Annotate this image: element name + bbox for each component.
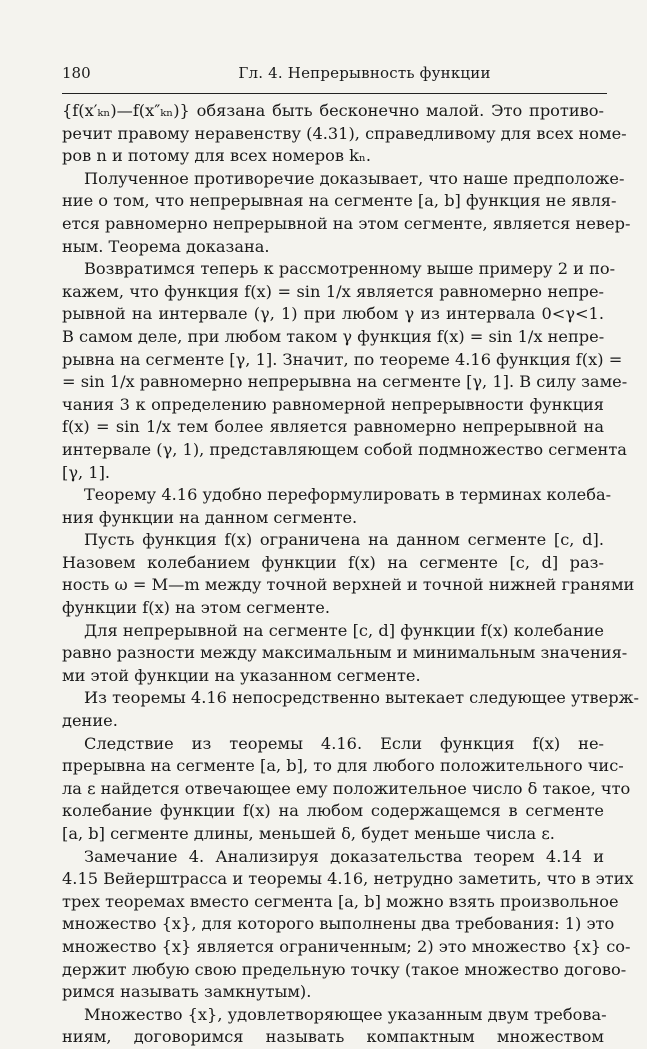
text-line: ние о том, что непрерывная на сегменте [a, b] функция не явля-: [62, 191, 617, 211]
text-line: речит правому неравенству (4.31), справедливому для всех номе-: [62, 123, 627, 143]
text-line: ность ω = M—m между точной верхней и точной нижней гранями: [62, 575, 635, 595]
text-line: Множество {x}, удовлетворяющее указанным двум требова-: [84, 1004, 607, 1024]
text-line: рывна на сегменте [γ, 1]. Значит, по теореме 4.16 функция f(x) =: [62, 349, 623, 369]
text-line: Для непрерывной на сегменте [c, d] функции f(x) колебание: [84, 620, 604, 640]
text-line: Следствие из теоремы 4.16. Если функция f(x) не-: [84, 733, 604, 753]
text-line: = sin 1/x равномерно непрерывна на сегменте [γ, 1]. В силу заме-: [62, 372, 628, 392]
text-line: ным. Теорема доказана.: [62, 236, 270, 256]
text-line: {f(x′ₖₙ)—f(x″ₖₙ)} обязана быть бесконечно малой. Это противо-: [62, 101, 604, 120]
text-line: ла ε найдется отвечающее ему положительное число δ такое, что: [62, 778, 631, 798]
text-line: Замечание 4. Анализируя доказательства теорем 4.14 и: [84, 846, 604, 866]
text-line: чания 3 к определению равномерной непрерывности функция: [62, 394, 604, 414]
text-line: держит любую свою предельную точку (такое множество догово-: [62, 959, 627, 979]
text-line: прерывна на сегменте [a, b], то для любого положительного чис-: [62, 756, 624, 776]
text-line: [γ, 1].: [62, 462, 111, 482]
text-line: равно разности между максимальным и минимальным значения-: [62, 643, 628, 663]
text-line: интервале (γ, 1), представляющем собой подмножество сегмента: [62, 439, 627, 459]
text-line: дение.: [62, 711, 118, 731]
text-line: 4.15 Вейерштрасса и теоремы 4.16, нетрудно заметить, что в этих: [62, 869, 634, 889]
body-text: [62, 100, 639, 1049]
text-line: ния функции на данном сегменте.: [62, 507, 358, 527]
text-line: множество {x}, для которого выполнены два требования: 1) это: [62, 914, 615, 934]
text-line: римся называть замкнутым).: [62, 982, 312, 1002]
text-line: ется равномерно непрерывной на этом сегменте, является невер-: [62, 213, 631, 233]
text-line: Пусть функция f(x) ограничена на данном сегменте [c, d].: [84, 530, 604, 550]
header-rule: [62, 93, 607, 94]
text-line: Полученное противоречие доказывает, что наше предположе-: [84, 168, 625, 188]
text-line: ров n и потому для всех номеров kₙ.: [62, 146, 372, 166]
text-line: [a, b] сегменте длины, меньшей δ, будет меньше числа ε.: [62, 824, 555, 843]
text-line: Возвратимся теперь к рассмотренному выше примеру 2 и по-: [84, 259, 616, 279]
text-line: рывной на интервале (γ, 1) при любом γ из интервала 0<γ<1.: [62, 304, 604, 324]
page-number: 180: [62, 64, 91, 82]
text-line: Назовем колебанием функции f(x) на сегменте [c, d] раз-: [62, 552, 604, 572]
text-line: колебание функции f(x) на любом содержащемся в сегменте: [62, 801, 604, 821]
text-line: ниям, договоримся называть компактным множеством: [62, 1027, 604, 1047]
text-line: функции f(x) на этом сегменте.: [62, 598, 330, 618]
text-line: трех теоремах вместо сегмента [a, b] можно взять произвольное: [62, 891, 619, 911]
text-line: Теорему 4.16 удобно переформулировать в терминах колеба-: [84, 485, 612, 505]
running-title: Гл. 4. Непрерывность функции: [238, 64, 491, 82]
running-header: [62, 64, 607, 86]
text-line: В самом деле, при любом таком γ функция f(x) = sin 1/x непре-: [62, 326, 605, 346]
text-line: кажем, что функция f(x) = sin 1/x является равномерно непре-: [62, 281, 604, 301]
text-line: множество {x} является ограниченным; 2) это множество {x} со-: [62, 936, 631, 956]
text-line: f(x) = sin 1/x тем более является равномерно непрерывной на: [62, 417, 604, 437]
text-line: Из теоремы 4.16 непосредственно вытекает следующее утверж-: [84, 688, 639, 708]
text-line: ми этой функции на указанном сегменте.: [62, 665, 421, 685]
